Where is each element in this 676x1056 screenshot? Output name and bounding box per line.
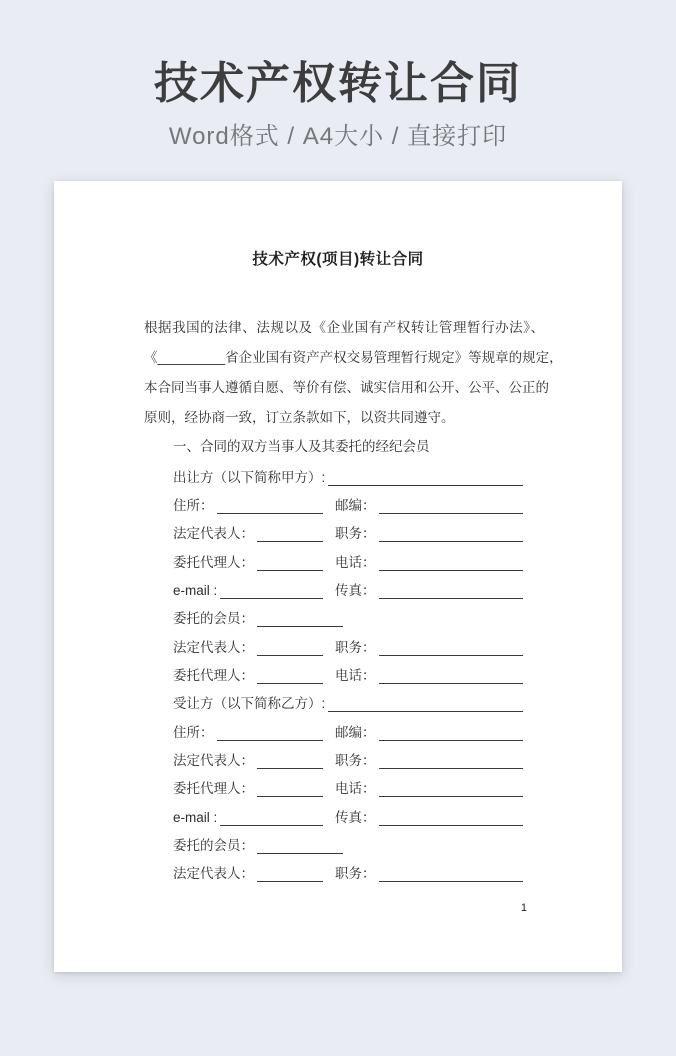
template-subtitle: Word格式 / A4大小 / 直接打印	[168, 123, 508, 151]
form-row	[173, 461, 523, 489]
field-label: 委托的会员：	[173, 838, 254, 853]
form-field	[173, 498, 335, 514]
form-row	[173, 603, 523, 631]
page-number: 1	[520, 902, 527, 915]
blank-line	[379, 560, 524, 571]
field-label: 受让方（以下简称乙方）:	[173, 696, 326, 712]
form-field	[335, 640, 523, 656]
blank-line	[217, 503, 324, 514]
blank-line	[257, 786, 323, 797]
blank-line	[217, 730, 324, 741]
blank-line	[257, 871, 323, 882]
form-field	[335, 498, 523, 514]
blank-line	[379, 758, 524, 769]
hero-banner	[0, 0, 676, 152]
paragraph-line: 根据我国的法律、法规以及《企业国有产权转让管理暂行办法》、	[144, 320, 544, 336]
blank-line	[379, 871, 524, 882]
field-label: 电话：	[335, 781, 376, 797]
form-row	[173, 660, 523, 688]
form-area	[173, 461, 523, 886]
form-field	[173, 696, 523, 712]
form-field	[173, 838, 343, 854]
paragraph-line: 本合同当事人遵循自愿、等价有偿、诚实信用和公开、公平、公正的	[144, 380, 549, 396]
field-label: 法定代表人：	[173, 639, 254, 655]
blank-line	[257, 616, 343, 627]
form-field	[173, 611, 343, 627]
field-label: 职务：	[335, 866, 376, 882]
blank-line	[257, 758, 323, 769]
form-row	[173, 490, 523, 518]
form-row	[173, 858, 523, 886]
field-label: 委托的会员：	[173, 611, 254, 627]
form-field	[335, 725, 523, 741]
form-row	[173, 518, 523, 546]
field-label: 传真：	[335, 809, 376, 825]
template-title: 技术产权转让合同	[154, 59, 522, 108]
form-field	[173, 810, 335, 826]
field-label: 电话：	[335, 667, 376, 683]
field-label: 法定代表人：	[173, 866, 254, 882]
field-label: 出让方（以下简称甲方）:	[173, 469, 326, 485]
form-field	[335, 753, 523, 769]
form-row	[173, 546, 523, 574]
form-row	[173, 716, 523, 744]
blank-line	[379, 730, 524, 741]
form-field	[335, 555, 523, 571]
blank-line	[328, 701, 523, 712]
paragraph-line: 《_________省企业国有资产产权交易管理暂行规定》等规章的规定，	[144, 350, 563, 366]
blank-line	[257, 560, 323, 571]
form-field	[335, 526, 523, 542]
field-label: e-mail :	[173, 582, 218, 598]
field-label: e-mail :	[173, 809, 218, 825]
paragraph	[144, 313, 563, 433]
field-label: 委托代理人：	[173, 781, 254, 797]
form-field	[173, 640, 335, 656]
form-row	[173, 688, 523, 716]
form-field	[173, 583, 335, 599]
form-field	[173, 555, 335, 571]
form-field	[335, 668, 523, 684]
blank-line	[220, 588, 323, 599]
blank-line	[379, 815, 524, 826]
blank-line	[379, 531, 524, 542]
blank-line	[379, 673, 524, 684]
contract-title: 技术产权(项目)转让合同	[252, 251, 424, 269]
field-label: 住所：	[173, 724, 214, 740]
field-label: 法定代表人：	[173, 752, 254, 768]
form-field	[335, 810, 523, 826]
field-label: 委托代理人：	[173, 554, 254, 570]
form-field	[173, 866, 335, 882]
section-heading: 一、合同的双方当事人及其委托的经纪会员	[173, 439, 430, 455]
form-field	[173, 668, 335, 684]
field-label: 住所：	[173, 497, 214, 513]
field-label: 电话：	[335, 554, 376, 570]
blank-line	[379, 503, 524, 514]
form-row	[173, 745, 523, 773]
form-field	[173, 725, 335, 741]
form-row	[173, 575, 523, 603]
field-label: 传真：	[335, 582, 376, 598]
form-field	[173, 470, 523, 486]
blank-line	[257, 843, 343, 854]
form-field	[173, 781, 335, 797]
blank-line	[379, 588, 524, 599]
blank-line	[328, 475, 523, 486]
blank-line	[257, 673, 323, 684]
field-label: 委托代理人：	[173, 667, 254, 683]
blank-line	[220, 815, 323, 826]
blank-line	[379, 786, 524, 797]
form-row	[173, 773, 523, 801]
blank-line	[257, 645, 323, 656]
field-label: 职务：	[335, 752, 376, 768]
form-field	[335, 866, 523, 882]
form-field	[173, 753, 335, 769]
blank-line	[379, 645, 524, 656]
form-row	[173, 631, 523, 659]
field-label: 法定代表人：	[173, 526, 254, 542]
form-field	[335, 583, 523, 599]
paragraph-line: 原则，经协商一致，订立条款如下，以资共同遵守。	[144, 410, 455, 426]
blank-line	[257, 531, 323, 542]
field-label: 职务：	[335, 639, 376, 655]
document-page-preview	[54, 181, 622, 972]
field-label: 职务：	[335, 526, 376, 542]
form-field	[173, 526, 335, 542]
field-label: 邮编：	[335, 497, 376, 513]
form-row	[173, 801, 523, 829]
form-field	[335, 781, 523, 797]
form-row	[173, 830, 523, 858]
field-label: 邮编：	[335, 724, 376, 740]
